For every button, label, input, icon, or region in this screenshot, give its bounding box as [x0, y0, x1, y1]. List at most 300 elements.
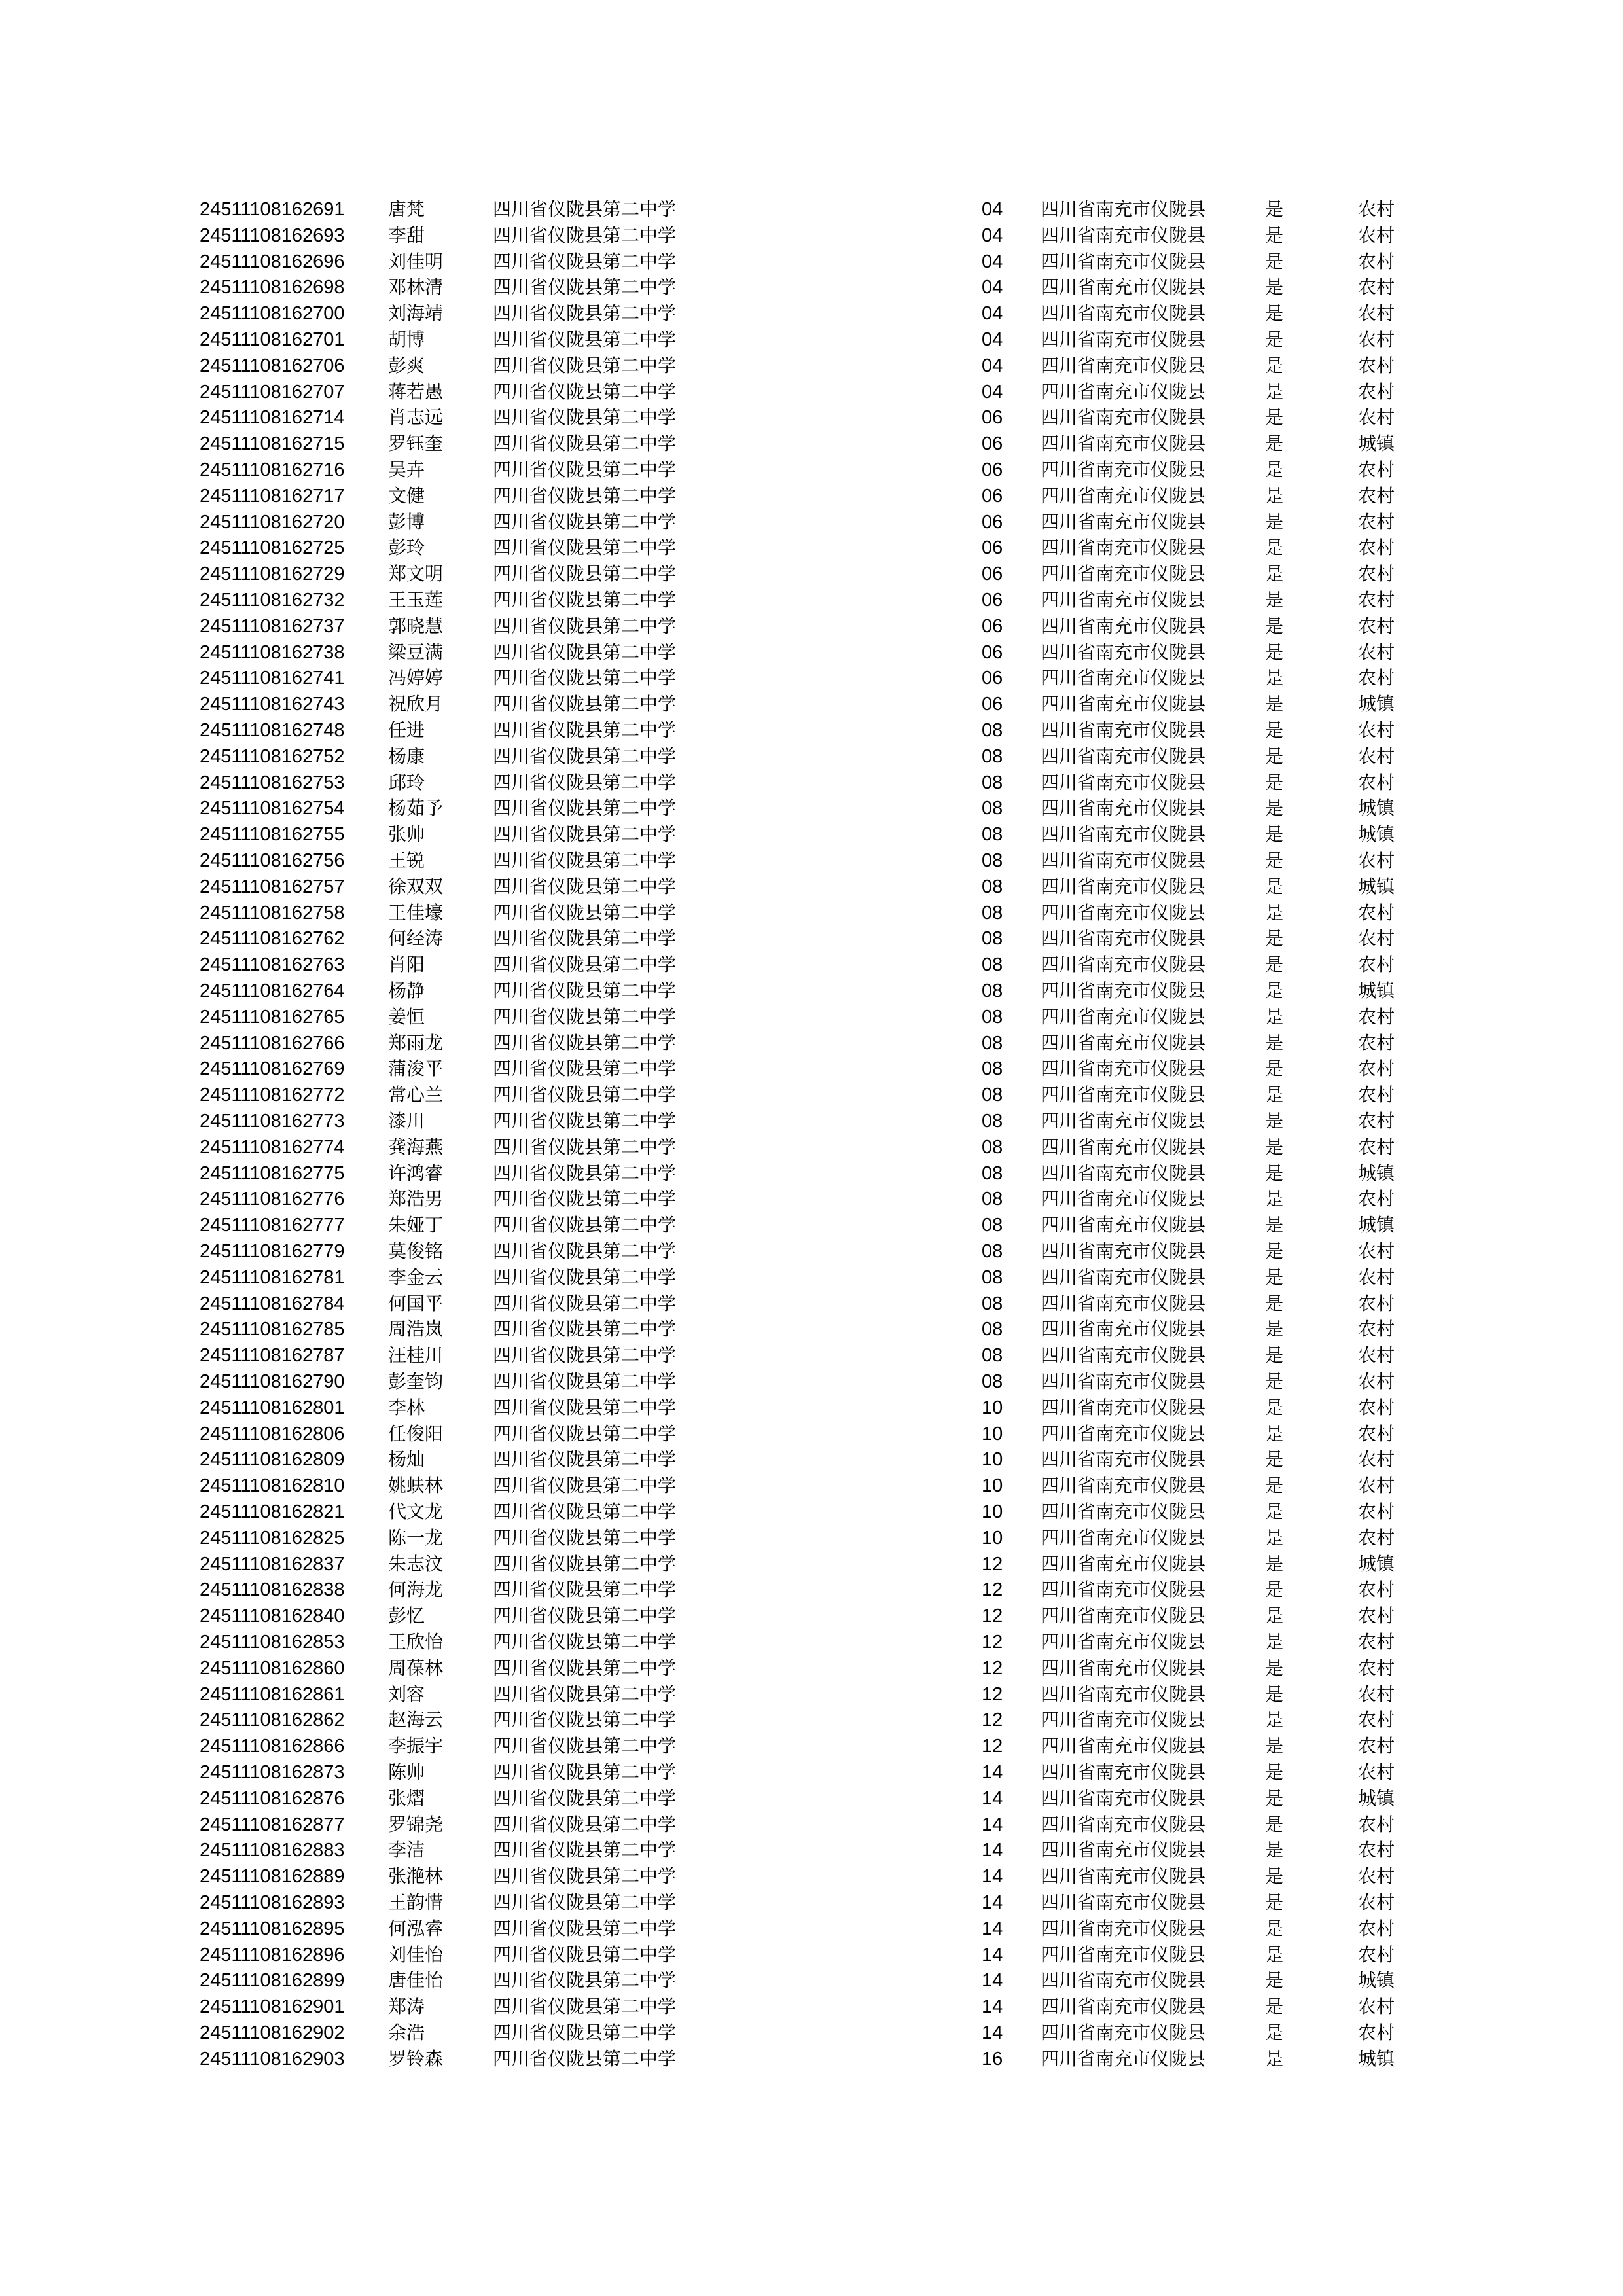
region: 四川省南充市仪陇县 — [1041, 1683, 1206, 1705]
region: 四川省南充市仪陇县 — [1041, 875, 1206, 897]
table-row — [0, 1238, 1623, 1265]
residence-type: 城镇 — [1358, 875, 1395, 897]
school-name: 四川省仪陇县第二中学 — [493, 198, 677, 220]
eligibility-flag: 是 — [1265, 1526, 1284, 1549]
region: 四川省南充市仪陇县 — [1041, 1657, 1206, 1679]
student-id: 24511108162877 — [200, 1814, 345, 1835]
region: 四川省南充市仪陇县 — [1041, 1917, 1206, 1939]
student-id: 24511108162787 — [200, 1345, 345, 1367]
region: 四川省南充市仪陇县 — [1041, 1448, 1206, 1471]
student-name: 梁豆满 — [388, 641, 444, 663]
table-row — [0, 2020, 1623, 2046]
student-id: 24511108162784 — [200, 1293, 345, 1314]
student-id: 24511108162901 — [200, 1996, 345, 2018]
school-name: 四川省仪陇县第二中学 — [493, 1240, 677, 1262]
school-name: 四川省仪陇县第二中学 — [493, 380, 677, 403]
student-name: 文健 — [388, 484, 425, 507]
school-name: 四川省仪陇县第二中学 — [493, 693, 677, 715]
eligibility-flag: 是 — [1265, 589, 1284, 611]
eligibility-flag: 是 — [1265, 1917, 1284, 1939]
student-name: 李洁 — [388, 1839, 425, 1861]
residence-type: 农村 — [1358, 1292, 1395, 1314]
region: 四川省南充市仪陇县 — [1041, 927, 1206, 950]
table-row — [0, 1186, 1623, 1212]
student-name: 彭奎钧 — [388, 1371, 444, 1392]
residence-type: 农村 — [1358, 1735, 1395, 1757]
eligibility-flag: 是 — [1265, 354, 1284, 376]
eligibility-flag: 是 — [1265, 954, 1284, 976]
school-name: 四川省仪陇县第二中学 — [493, 563, 677, 585]
residence-type: 农村 — [1358, 745, 1395, 767]
student-id: 24511108162776 — [200, 1189, 345, 1210]
school-name: 四川省仪陇县第二中学 — [493, 459, 677, 480]
school-name: 四川省仪陇县第二中学 — [493, 1865, 677, 1888]
student-name: 刘佳怡 — [388, 1943, 444, 1965]
student-name: 吴卉 — [388, 459, 425, 480]
table-row — [0, 874, 1623, 900]
region: 四川省南充市仪陇县 — [1041, 1605, 1206, 1627]
student-name: 李金云 — [388, 1266, 444, 1288]
table-row — [0, 717, 1623, 744]
table-row — [0, 1160, 1623, 1187]
table-row — [0, 1812, 1623, 1838]
school-name: 四川省仪陇县第二中学 — [493, 1110, 677, 1132]
region: 四川省南充市仪陇县 — [1041, 1214, 1206, 1236]
eligibility-flag: 是 — [1265, 823, 1284, 846]
student-id: 24511108162883 — [200, 1840, 345, 1861]
table-row — [0, 1525, 1623, 1551]
eligibility-flag: 是 — [1265, 537, 1284, 559]
school-name: 四川省仪陇县第二中学 — [493, 980, 677, 1001]
residence-type: 农村 — [1358, 329, 1395, 350]
school-name: 四川省仪陇县第二中学 — [493, 329, 677, 350]
student-name: 何海龙 — [388, 1579, 444, 1601]
school-name: 四川省仪陇县第二中学 — [493, 1344, 677, 1367]
class-code: 08 — [982, 1006, 1003, 1028]
residence-type: 农村 — [1358, 1709, 1395, 1731]
residence-type: 农村 — [1358, 563, 1395, 585]
residence-type: 农村 — [1358, 771, 1395, 793]
class-code: 12 — [982, 1605, 1003, 1627]
eligibility-flag: 是 — [1265, 850, 1284, 871]
region: 四川省南充市仪陇县 — [1041, 1761, 1206, 1783]
student-id: 24511108162777 — [200, 1215, 345, 1236]
table-row — [0, 1030, 1623, 1056]
class-code: 08 — [982, 1136, 1003, 1158]
class-code: 08 — [982, 745, 1003, 767]
student-id: 24511108162903 — [200, 2048, 345, 2070]
eligibility-flag: 是 — [1265, 433, 1284, 455]
eligibility-flag: 是 — [1265, 1865, 1284, 1888]
student-id: 24511108162790 — [200, 1371, 345, 1392]
student-name: 李振宇 — [388, 1735, 444, 1757]
table-row — [0, 1421, 1623, 1447]
student-id: 24511108162896 — [200, 1944, 345, 1965]
eligibility-flag: 是 — [1265, 1709, 1284, 1731]
school-name: 四川省仪陇县第二中学 — [493, 1136, 677, 1158]
student-name: 朱娅丁 — [388, 1214, 444, 1236]
class-code: 08 — [982, 1371, 1003, 1392]
region: 四川省南充市仪陇县 — [1041, 615, 1206, 637]
residence-type: 农村 — [1358, 1761, 1395, 1783]
student-name: 张熠 — [388, 1787, 425, 1809]
table-row — [0, 1707, 1623, 1733]
student-name: 杨康 — [388, 745, 425, 767]
region: 四川省南充市仪陇县 — [1041, 1631, 1206, 1653]
school-name: 四川省仪陇县第二中学 — [493, 276, 677, 298]
eligibility-flag: 是 — [1265, 1892, 1284, 1913]
residence-type: 农村 — [1358, 1943, 1395, 1965]
class-code: 12 — [982, 1710, 1003, 1731]
region: 四川省南充市仪陇县 — [1041, 1422, 1206, 1444]
eligibility-flag: 是 — [1265, 875, 1284, 897]
class-code: 14 — [982, 1840, 1003, 1861]
residence-type: 农村 — [1358, 719, 1395, 741]
student-id: 24511108162821 — [200, 1501, 345, 1522]
residence-type: 城镇 — [1358, 797, 1395, 819]
student-id: 24511108162773 — [200, 1111, 345, 1132]
residence-type: 农村 — [1358, 1344, 1395, 1367]
class-code: 06 — [982, 590, 1003, 611]
table-row — [0, 1056, 1623, 1082]
residence-type: 农村 — [1358, 1683, 1395, 1705]
student-name: 张滟林 — [388, 1865, 444, 1888]
student-name: 余浩 — [388, 2022, 425, 2043]
eligibility-flag: 是 — [1265, 484, 1284, 507]
school-name: 四川省仪陇县第二中学 — [493, 1657, 677, 1679]
eligibility-flag: 是 — [1265, 980, 1284, 1001]
class-code: 14 — [982, 1814, 1003, 1835]
class-code: 08 — [982, 876, 1003, 897]
residence-type: 农村 — [1358, 1526, 1395, 1549]
student-id: 24511108162754 — [200, 798, 345, 819]
student-id: 24511108162899 — [200, 1970, 345, 1992]
region: 四川省南充市仪陇县 — [1041, 954, 1206, 976]
region: 四川省南充市仪陇县 — [1041, 354, 1206, 376]
residence-type: 农村 — [1358, 1396, 1395, 1418]
residence-type: 农村 — [1358, 302, 1395, 325]
school-name: 四川省仪陇县第二中学 — [493, 1501, 677, 1522]
region: 四川省南充市仪陇县 — [1041, 250, 1206, 272]
class-code: 04 — [982, 251, 1003, 272]
school-name: 四川省仪陇县第二中学 — [493, 1787, 677, 1809]
eligibility-flag: 是 — [1265, 1813, 1284, 1835]
school-name: 四川省仪陇县第二中学 — [493, 771, 677, 793]
table-row — [0, 431, 1623, 457]
region: 四川省南充市仪陇县 — [1041, 484, 1206, 507]
residence-type: 农村 — [1358, 537, 1395, 559]
student-name: 周浩岚 — [388, 1318, 444, 1340]
class-code: 06 — [982, 694, 1003, 715]
table-row — [0, 1629, 1623, 1655]
table-row — [0, 1265, 1623, 1291]
table-row — [0, 925, 1623, 952]
table-row — [0, 1316, 1623, 1342]
table-row — [0, 327, 1623, 353]
student-name: 罗铃森 — [388, 2047, 444, 2070]
region: 四川省南充市仪陇县 — [1041, 2047, 1206, 2070]
class-code: 08 — [982, 1032, 1003, 1054]
student-id: 24511108162785 — [200, 1319, 345, 1340]
student-id: 24511108162738 — [200, 641, 345, 663]
table-row — [0, 1395, 1623, 1421]
class-code: 08 — [982, 980, 1003, 1001]
region: 四川省南充市仪陇县 — [1041, 1709, 1206, 1731]
school-name: 四川省仪陇县第二中学 — [493, 224, 677, 246]
class-code: 08 — [982, 1293, 1003, 1314]
school-name: 四川省仪陇县第二中学 — [493, 875, 677, 897]
region: 四川省南充市仪陇县 — [1041, 1005, 1206, 1028]
class-code: 10 — [982, 1423, 1003, 1444]
region: 四川省南充市仪陇县 — [1041, 511, 1206, 533]
school-name: 四川省仪陇县第二中学 — [493, 484, 677, 507]
student-name: 王玉莲 — [388, 589, 444, 611]
school-name: 四川省仪陇县第二中学 — [493, 1683, 677, 1705]
school-name: 四川省仪陇县第二中学 — [493, 1579, 677, 1601]
residence-type: 农村 — [1358, 1058, 1395, 1080]
eligibility-flag: 是 — [1265, 797, 1284, 819]
eligibility-flag: 是 — [1265, 380, 1284, 403]
student-id: 24511108162769 — [200, 1058, 345, 1080]
region: 四川省南充市仪陇县 — [1041, 563, 1206, 585]
school-name: 四川省仪陇县第二中学 — [493, 641, 677, 663]
school-name: 四川省仪陇县第二中学 — [493, 1318, 677, 1340]
region: 四川省南充市仪陇县 — [1041, 1188, 1206, 1210]
school-name: 四川省仪陇县第二中学 — [493, 1917, 677, 1939]
region: 四川省南充市仪陇县 — [1041, 1865, 1206, 1888]
region: 四川省南充市仪陇县 — [1041, 719, 1206, 741]
region: 四川省南充市仪陇县 — [1041, 693, 1206, 715]
table-row — [0, 379, 1623, 405]
table-row — [0, 1134, 1623, 1160]
school-name: 四川省仪陇县第二中学 — [493, 511, 677, 533]
residence-type: 城镇 — [1358, 1162, 1395, 1184]
student-id: 24511108162763 — [200, 954, 345, 976]
region: 四川省南充市仪陇县 — [1041, 302, 1206, 325]
region: 四川省南充市仪陇县 — [1041, 329, 1206, 350]
residence-type: 农村 — [1358, 1865, 1395, 1888]
student-id: 24511108162693 — [200, 224, 345, 246]
school-name: 四川省仪陇县第二中学 — [493, 1448, 677, 1471]
eligibility-flag: 是 — [1265, 1579, 1284, 1601]
school-name: 四川省仪陇县第二中学 — [493, 1005, 677, 1028]
student-name: 陈一龙 — [388, 1526, 444, 1549]
class-code: 14 — [982, 1866, 1003, 1888]
student-id: 24511108162737 — [200, 615, 345, 637]
student-name: 罗钰奎 — [388, 433, 444, 455]
school-name: 四川省仪陇县第二中学 — [493, 901, 677, 924]
class-code: 12 — [982, 1579, 1003, 1601]
table-row — [0, 613, 1623, 639]
student-name: 邱玲 — [388, 771, 425, 793]
school-name: 四川省仪陇县第二中学 — [493, 1735, 677, 1757]
school-name: 四川省仪陇县第二中学 — [493, 1422, 677, 1444]
table-row — [0, 1603, 1623, 1629]
region: 四川省南充市仪陇县 — [1041, 224, 1206, 246]
eligibility-flag: 是 — [1265, 1996, 1284, 2018]
student-name: 刘海靖 — [388, 302, 444, 325]
residence-type: 农村 — [1358, 1448, 1395, 1471]
region: 四川省南充市仪陇县 — [1041, 1969, 1206, 1992]
student-id: 24511108162825 — [200, 1527, 345, 1549]
residence-type: 城镇 — [1358, 1787, 1395, 1809]
residence-type: 城镇 — [1358, 1969, 1395, 1992]
student-id: 24511108162889 — [200, 1866, 345, 1888]
eligibility-flag: 是 — [1265, 1031, 1284, 1054]
residence-type: 农村 — [1358, 1501, 1395, 1522]
residence-type: 农村 — [1358, 484, 1395, 507]
class-code: 08 — [982, 1111, 1003, 1132]
student-name: 郑浩男 — [388, 1188, 444, 1210]
table-row — [0, 1004, 1623, 1030]
student-id: 24511108162741 — [200, 668, 345, 689]
residence-type: 农村 — [1358, 1657, 1395, 1679]
student-id: 24511108162715 — [200, 433, 345, 455]
eligibility-flag: 是 — [1265, 1969, 1284, 1992]
student-name: 姚蚨林 — [388, 1475, 444, 1497]
school-name: 四川省仪陇县第二中学 — [493, 1709, 677, 1731]
eligibility-flag: 是 — [1265, 224, 1284, 246]
table-row — [0, 744, 1623, 770]
class-code: 14 — [982, 1944, 1003, 1965]
residence-type: 农村 — [1358, 1318, 1395, 1340]
eligibility-flag: 是 — [1265, 1266, 1284, 1288]
region: 四川省南充市仪陇县 — [1041, 1579, 1206, 1601]
student-id: 24511108162866 — [200, 1736, 345, 1757]
student-id: 24511108162893 — [200, 1892, 345, 1913]
student-id: 24511108162732 — [200, 590, 345, 611]
table-row — [0, 1082, 1623, 1108]
table-row — [0, 1967, 1623, 1994]
school-name: 四川省仪陇县第二中学 — [493, 1605, 677, 1627]
residence-type: 农村 — [1358, 1917, 1395, 1939]
eligibility-flag: 是 — [1265, 1422, 1284, 1444]
table-row — [0, 639, 1623, 666]
table-row — [0, 1759, 1623, 1785]
table-row — [0, 848, 1623, 874]
school-name: 四川省仪陇县第二中学 — [493, 1839, 677, 1861]
eligibility-flag: 是 — [1265, 2047, 1284, 2070]
student-id: 24511108162895 — [200, 1918, 345, 1939]
region: 四川省南充市仪陇县 — [1041, 276, 1206, 298]
class-code: 04 — [982, 303, 1003, 325]
residence-type: 农村 — [1358, 406, 1395, 429]
table-row — [0, 1369, 1623, 1395]
table-row — [0, 249, 1623, 275]
table-row — [0, 300, 1623, 327]
residence-type: 农村 — [1358, 354, 1395, 376]
student-name: 龚海燕 — [388, 1136, 444, 1158]
student-id: 24511108162752 — [200, 745, 345, 767]
student-name: 张帅 — [388, 823, 425, 846]
eligibility-flag: 是 — [1265, 563, 1284, 585]
class-code: 06 — [982, 433, 1003, 455]
eligibility-flag: 是 — [1265, 1084, 1284, 1106]
student-id: 24511108162729 — [200, 564, 345, 585]
student-name: 彭爽 — [388, 354, 425, 376]
residence-type: 农村 — [1358, 1475, 1395, 1497]
region: 四川省南充市仪陇县 — [1041, 1344, 1206, 1367]
class-code: 06 — [982, 564, 1003, 585]
student-id: 24511108162876 — [200, 1787, 345, 1809]
table-row — [0, 483, 1623, 509]
student-id: 24511108162755 — [200, 824, 345, 846]
student-name: 王佳壕 — [388, 901, 444, 924]
table-row — [0, 665, 1623, 691]
student-id: 24511108162840 — [200, 1605, 345, 1627]
student-name: 王欣怡 — [388, 1631, 444, 1653]
student-name: 杨灿 — [388, 1448, 425, 1471]
class-code: 12 — [982, 1657, 1003, 1679]
residence-type: 农村 — [1358, 1579, 1395, 1601]
table-row — [0, 1733, 1623, 1759]
school-name: 四川省仪陇县第二中学 — [493, 1969, 677, 1992]
student-name: 彭忆 — [388, 1605, 425, 1627]
region: 四川省南充市仪陇县 — [1041, 1996, 1206, 2018]
student-name: 肖阳 — [388, 954, 425, 976]
student-id: 24511108162756 — [200, 850, 345, 871]
eligibility-flag: 是 — [1265, 1058, 1284, 1080]
class-code: 08 — [982, 1319, 1003, 1340]
residence-type: 农村 — [1358, 1136, 1395, 1158]
table-row — [0, 274, 1623, 300]
student-id: 24511108162862 — [200, 1710, 345, 1731]
eligibility-flag: 是 — [1265, 771, 1284, 793]
region: 四川省南充市仪陇县 — [1041, 433, 1206, 455]
student-name: 彭玲 — [388, 537, 425, 559]
eligibility-flag: 是 — [1265, 1344, 1284, 1367]
student-name: 王韵惜 — [388, 1892, 444, 1913]
student-id: 24511108162781 — [200, 1266, 345, 1288]
region: 四川省南充市仪陇县 — [1041, 1813, 1206, 1835]
school-name: 四川省仪陇县第二中学 — [493, 1996, 677, 2018]
residence-type: 农村 — [1358, 901, 1395, 924]
class-code: 10 — [982, 1501, 1003, 1522]
student-id: 24511108162748 — [200, 720, 345, 741]
school-name: 四川省仪陇县第二中学 — [493, 1162, 677, 1184]
residence-type: 农村 — [1358, 459, 1395, 480]
class-code: 16 — [982, 2048, 1003, 2070]
school-name: 四川省仪陇县第二中学 — [493, 1475, 677, 1497]
region: 四川省南充市仪陇县 — [1041, 1475, 1206, 1497]
eligibility-flag: 是 — [1265, 511, 1284, 533]
school-name: 四川省仪陇县第二中学 — [493, 1761, 677, 1783]
residence-type: 农村 — [1358, 224, 1395, 246]
residence-type: 城镇 — [1358, 980, 1395, 1001]
region: 四川省南充市仪陇县 — [1041, 1396, 1206, 1418]
residence-type: 农村 — [1358, 589, 1395, 611]
region: 四川省南充市仪陇县 — [1041, 1501, 1206, 1522]
student-name: 何泓睿 — [388, 1917, 444, 1939]
region: 四川省南充市仪陇县 — [1041, 1552, 1206, 1575]
table-row — [0, 1916, 1623, 1942]
student-name: 祝欣月 — [388, 693, 444, 715]
student-id: 24511108162779 — [200, 1241, 345, 1262]
region: 四川省南充市仪陇县 — [1041, 901, 1206, 924]
eligibility-flag: 是 — [1265, 459, 1284, 480]
region: 四川省南充市仪陇县 — [1041, 641, 1206, 663]
student-name: 郑雨龙 — [388, 1031, 444, 1054]
student-name: 彭博 — [388, 511, 425, 533]
student-name: 李林 — [388, 1396, 425, 1418]
student-name: 赵海云 — [388, 1709, 444, 1731]
student-name: 何经涛 — [388, 927, 444, 950]
table-row — [0, 1108, 1623, 1134]
school-name: 四川省仪陇县第二中学 — [493, 719, 677, 741]
class-code: 14 — [982, 1787, 1003, 1809]
residence-type: 农村 — [1358, 1084, 1395, 1106]
class-code: 06 — [982, 407, 1003, 429]
